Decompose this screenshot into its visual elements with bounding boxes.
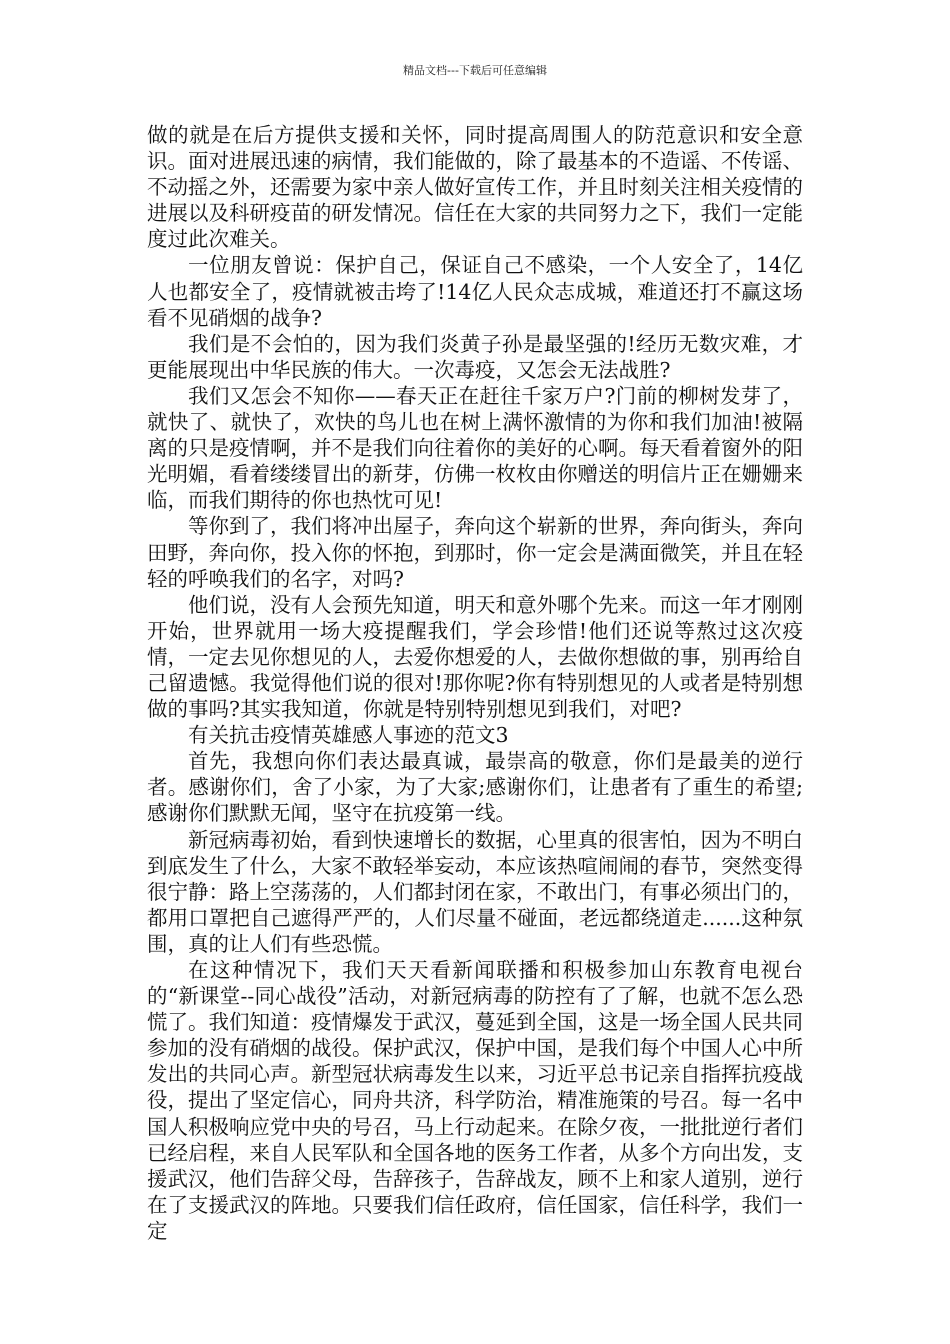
section-heading: 有关抗击疫情英雄感人事迹的范文3 xyxy=(188,723,509,748)
paragraph: 做的就是在后方提供支援和关怀，同时提高周围人的防范意识和安全意识。面对进展迅速的病情，我们能做的，除了最基本的不造谣、不传谣、不动摇之外，还需要为家中亲人做好宣传工作，并且时刻关注相关疫情的进展以及科研疫苗的研发情况。信任在大家的共同努力之下，我们一定能度过此次难关。 xyxy=(147,123,803,252)
paragraph: 一位朋友曾说：保护自己，保证自己不感染，一个人安全了，14亿人也都安全了，疫情就被击垮了!14亿人民众志成城，难道还打不赢这场看不见硝烟的战争? xyxy=(147,253,803,330)
paragraph: 我们是不会怕的，因为我们炎黄子孙是最坚强的!经历无数灾难，才更能展现出中华民族的伟大。一次毒疫，又怎会无法战胜? xyxy=(147,331,803,382)
paragraph: 等你到了，我们将冲出屋子，奔向这个崭新的世界，奔向街头，奔向田野，奔向你，投入你的怀抱，到那时，你一定会是满面微笑，并且在轻轻的呼唤我们的名字，对吗? xyxy=(147,514,803,591)
paragraph: 首先，我想向你们表达最真诚，最崇高的敬意，你们是最美的逆行者。感谢你们，舍了小家，为了大家;感谢你们，让患者有了重生的希望;感谢你们默默无闻，坚守在抗疫第一线。 xyxy=(147,749,803,826)
page-header: 精品文档---下载后可任意编辑 xyxy=(403,64,547,77)
paragraph: 新冠病毒初始，看到快速增长的数据，心里真的很害怕，因为不明白到底发生了什么，大家不敢轻举妄动，本应该热喧闹闹的春节，突然变得很宁静：路上空荡荡的，人们都封闭在家，不敢出门，有事必须出门的，都用口罩把自己遮得严严的，人们尽量不碰面，老远都绕道走......这种氛围，真的让人们有些恐慌。 xyxy=(147,827,803,956)
paragraph: 在这种情况下，我们天天看新闻联播和积极参加山东教育电视台的“新课堂--同心战役”活动，对新冠病毒的防控有了了解，也就不怎么恐慌了。我们知道：疫情爆发于武汉，蔓延到全国，这是一场全国人民共同参加的没有硝烟的战役。保护武汉，保护中国，是我们每个中国人心中所发出的共同心声。新型冠状病毒发生以来，习近平总书记亲自指挥抗疫战役，提出了坚定信心，同舟共济，科学防治，精准施策的号召。每一名中国人积极响应党中央的号召，马上行动起来。在除夕夜，一批批逆行者们已经启程，来自人民军队和全国各地的医务工作者，从多个方向出发，支援武汉，他们告辞父母，告辞孩子，告辞战友，顾不上和家人道别，逆行在了支援武汉的阵地。只要我们信任政府，信任国家，信任科学，我们一定 xyxy=(147,958,803,1243)
document-body xyxy=(147,122,803,1244)
paragraph: 我们又怎会不知你——春天正在赶往千家万户?门前的柳树发芽了，就快了、就快了，欢快的鸟儿也在树上满怀激情的为你和我们加油!被隔离的只是疫情啊，并不是我们向往着你的美好的心啊。每天看着窗外的阳光明媚，看着缕缕冒出的新芽，仿佛一枚枚由你赠送的明信片正在姗姗来临，而我们期待的你也热忱可见! xyxy=(147,383,803,513)
paragraph: 他们说，没有人会预先知道，明天和意外哪个先来。而这一年才刚刚开始，世界就用一场大疫提醒我们，学会珍惜!他们还说等熬过这次疫情，一定去见你想见的人，去爱你想爱的人，去做你想做的事，别再给自己留遗憾。我觉得他们说的很对!那你呢?你有特别想见的人或者是特别想做的事吗?其实我知道，你就是特别特别想见到我们，对吧? xyxy=(147,592,803,722)
